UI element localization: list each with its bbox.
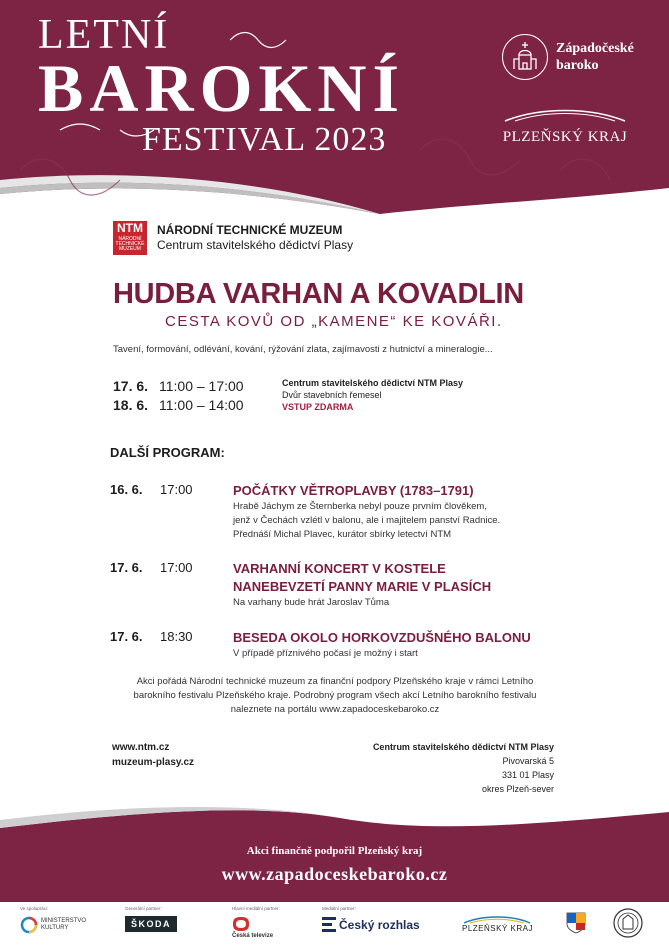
seal-icon [612, 907, 644, 939]
program-event-text: V případě příznivého počasí je možný i start [233, 648, 418, 659]
organizer-subname: Centrum stavitelského dědictví Plasy [157, 238, 354, 252]
web-links [112, 740, 194, 770]
partners-bar [0, 904, 669, 949]
date-row [113, 396, 244, 415]
event-subtitle: CESTA KOVŮ OD „KAMENE“ KE KOVÁŘI. [165, 313, 503, 330]
plzensky-kraj-logo [500, 108, 630, 146]
church-icon [502, 34, 548, 80]
partner-name: Česká televize [232, 933, 274, 939]
program-event-title: BESEDA OKOLO HORKOVZDUŠNÉHO BALONU [233, 630, 531, 645]
program-event-text: Přednáší Michal Plavec, kurátor sbírky letectví NTM [233, 529, 452, 540]
partner-caption: Generální partner: [125, 906, 162, 911]
festival-title [38, 14, 405, 160]
program-event-day: 16. 6. [110, 482, 143, 497]
partner-ct [232, 906, 280, 939]
festival-line-3: FESTIVAL 2023 [142, 121, 387, 158]
zb-line-2: baroko [556, 58, 599, 73]
note-line: barokního festivalu Plzeňského kraje. Podrobný program všech akcí Letního barokního festivalu [133, 690, 537, 701]
venue-name: Centrum stavitelského dědictví NTM Plasy [282, 378, 464, 388]
event-venue [282, 377, 463, 413]
partner-caption: Ve spolupráci: [20, 906, 49, 911]
zb-line-1: Západočeské [556, 41, 634, 56]
coat-of-arms-icon [566, 912, 586, 934]
date-day: 17. 6. [113, 378, 149, 394]
arc-icon [500, 108, 630, 122]
organizer-note [110, 675, 560, 717]
program-event-day: 17. 6. [110, 560, 143, 575]
ntm-badge [113, 221, 147, 255]
festival-line-2: BAROKNÍ [38, 50, 405, 126]
partner-name: MINISTERSTVO KULTURY [41, 918, 87, 931]
note-line: naleznete na portálu www.zapadoceskebaroko.cz [230, 704, 440, 715]
footer-site[interactable]: www.zapadoceskebaroko.cz [221, 864, 448, 884]
program-event-time: 17:00 [160, 482, 193, 497]
ntm-badge-text: NÁRODNÍ TECHNICKÉ MUZEUM [115, 236, 145, 252]
date-row [113, 377, 244, 396]
coat-of-arms [566, 912, 586, 939]
date-time: 11:00 – 17:00 [159, 378, 244, 394]
partner-pk [462, 906, 533, 933]
footer-support: Akci finančně podpořil Plzeňský kraj [246, 845, 423, 857]
partner-name: Český rozhlas [339, 918, 420, 932]
date-day: 18. 6. [113, 397, 149, 413]
program-event-time: 17:00 [160, 560, 193, 575]
program-event-text: jenž v Čechách vzlétl v balonu, ale i majitelem panství Radnice. [233, 515, 501, 526]
program-event-title: NANEBEVZETÍ PANNY MARIE V PLASÍCH [233, 579, 492, 594]
partner-caption: Hlavní mediální partner: [232, 906, 280, 911]
partner-caption [462, 906, 533, 913]
address-city: 331 01 Plasy [501, 770, 554, 780]
partner-mk [20, 906, 91, 934]
seal [612, 907, 644, 944]
event-title: HUDBA VARHAN A KOVADLIN [113, 278, 524, 310]
address-district: okres Plzeň-sever [481, 784, 554, 794]
partner-name: PLZEŇSKÝ KRAJ [462, 924, 533, 933]
program-event-text: Na varhany bude hrát Jaroslav Tůma [233, 597, 390, 608]
address-street: Pivovarská 5 [502, 756, 554, 766]
festival-line-1: LETNÍ [38, 12, 170, 58]
organizer-name: NÁRODNÍ TECHNICKÉ MUZEUM [157, 223, 343, 237]
program-heading: DALŠÍ PROGRAM: [110, 445, 225, 460]
program-event-day: 17. 6. [110, 629, 143, 644]
venue-place: Dvůr stavebních řemesel [282, 390, 382, 400]
zapadoceske-baroko-logo [502, 34, 634, 80]
partner-cro [322, 906, 420, 934]
partner-caption: Mediální partner: [322, 906, 356, 911]
venue-free-entry: VSTUP ZDARMA [282, 402, 354, 412]
address [340, 740, 554, 796]
program-event-time: 18:30 [160, 629, 193, 644]
plzensky-kraj-text: PLZEŇSKÝ KRAJ [502, 129, 628, 145]
pk-arc-icon [462, 916, 532, 924]
program-event-title: POČÁTKY VĚTROPLAVBY (1783–1791) [233, 483, 474, 498]
cro-icon [322, 916, 336, 934]
program-event-text: Hrabě Jáchym ze Šternberka nebyl pouze prvním člověkem, [233, 501, 487, 512]
partner-skoda [125, 906, 177, 932]
ct-icon [232, 916, 250, 932]
organizer [113, 221, 353, 255]
program-event-title: VARHANNÍ KONCERT V KOSTELE [233, 561, 446, 576]
address-name: Centrum stavitelského dědictví NTM Plasy [372, 742, 554, 752]
ministry-icon [20, 916, 38, 934]
event-dates [113, 377, 244, 415]
ntm-badge-mark: NTM [117, 221, 143, 235]
link-ntm[interactable]: www.ntm.cz [112, 742, 170, 753]
date-time: 11:00 – 14:00 [159, 397, 244, 413]
partner-name: ŠKODA [125, 916, 177, 932]
note-line: Akci pořádá Národní technické muzeum za finanční podpory Plzeňského kraje v rámci Letního [136, 676, 534, 687]
link-muzeum-plasy[interactable]: muzeum-plasy.cz [112, 757, 195, 768]
event-description: Tavení, formování, odlévání, kování, rýžování zlata, zajímavosti z hutnictví a mineralogie... [113, 344, 493, 355]
